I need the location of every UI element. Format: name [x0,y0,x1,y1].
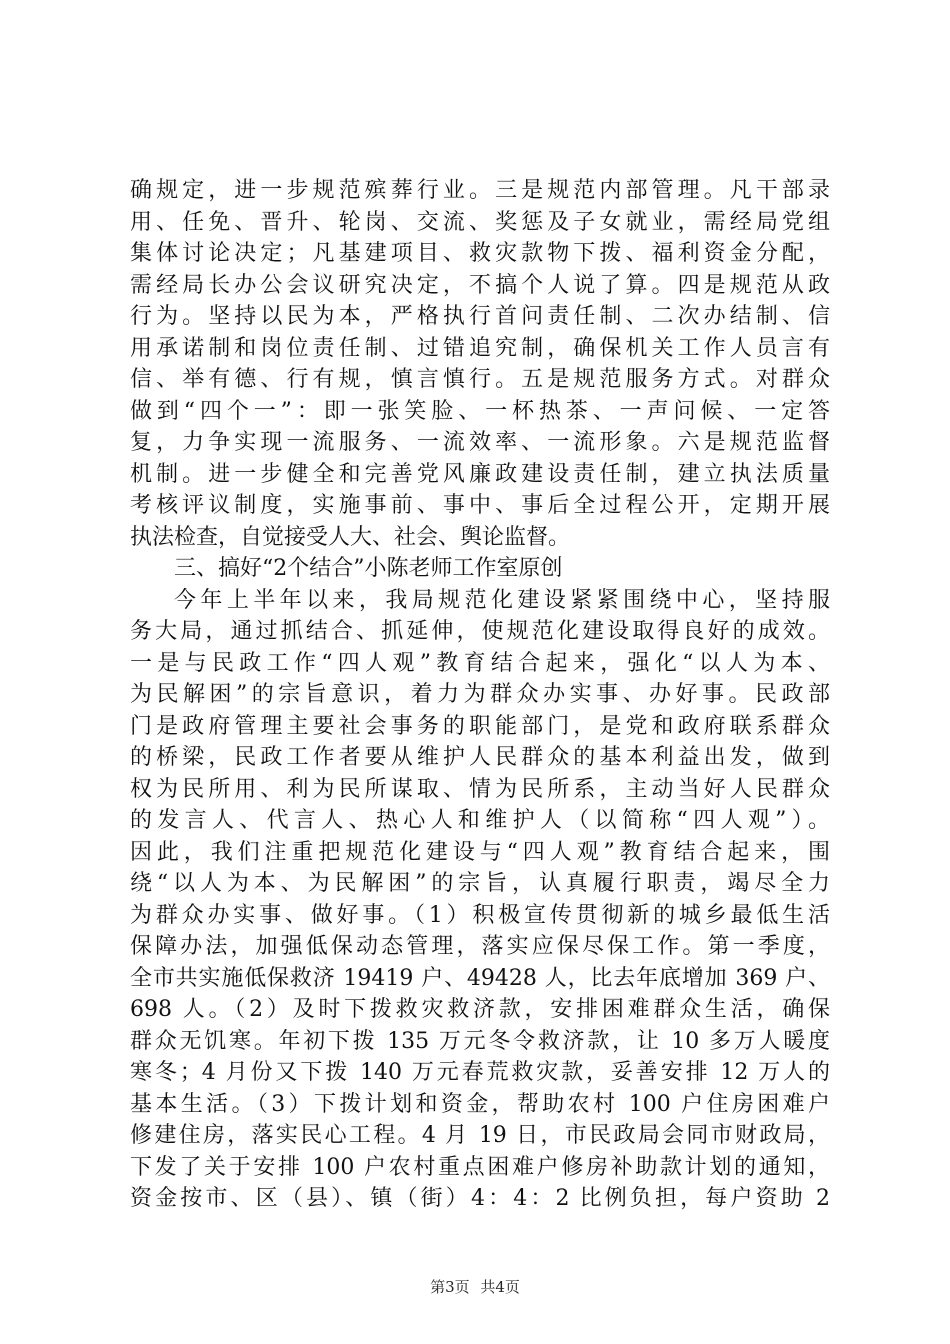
text-line: 确规定，进一步规范殡葬行业。三是规范内部管理。凡干部录 [130,178,830,203]
paragraph-2 [130,585,830,1215]
text-line: 用承诺制和岗位责任制、过错追究制，确保机关工作人员言有 [130,335,830,361]
text-line: 698 人。（2）及时下拨救灾救济款，安排困难群众生活，确保 [130,997,830,1022]
text-line: 行为。坚持以民为本，严格执行首问责任制、二次办结制、信 [130,304,830,329]
text-line: 务大局，通过抓结合、抓延伸，使规范化建设取得良好的成效。 [130,619,830,644]
text-line: 机制。进一步健全和完善党风廉政建设责任制，建立执法质量 [130,461,830,487]
text-line: 群众无饥寒。年初下拨 135 万元冬令救济款，让 10 多万人暖度 [130,1028,830,1054]
text-line: 修建住房，落实民心工程。4 月 19 日，市民政局会同市财政局， [130,1123,830,1148]
text-line: 基本生活。（3）下拨计划和资金，帮助农村 100 户住房困难户 [130,1091,830,1117]
text-line: 为群众办实事、做好事。（1）积极宣传贯彻新的城乡最低生活 [130,902,830,928]
text-line: 下发了关于安排 100 户农村重点困难户修房补助款计划的通知， [130,1154,830,1180]
text-line: 需经局长办公会议研究决定，不搞个人说了算。四是规范从政 [130,272,830,298]
document-body [130,175,830,1215]
page-footer [0,1276,950,1297]
text-line: 门是政府管理主要社会事务的职能部门，是党和政府联系群众 [130,713,830,739]
text-line: 全市共实施低保救济 19419 户、49428 人，比去年底增加 369 户、 [130,965,830,991]
text-line: 绕“以人为本、为民解困”的宗旨，认真履行职责，竭尽全力 [130,871,830,896]
text-line: 考核评议制度，实施事前、事中、事后全过程公开，定期开展 [130,493,830,518]
text-line: 复，力争实现一流服务、一流效率、一流形象。六是规范监督 [130,430,830,455]
text-line: 今年上半年以来，我局规范化建设紧紧围绕中心，坚持服 [174,587,830,613]
text-line: 信、举有德、行有规，慎言慎行。五是规范服务方式。对群众 [130,367,830,392]
text-line: 的发言人、代言人、热心人和维护人（以简称“四人观”）。 [130,808,830,833]
text-line: 集体讨论决定；凡基建项目、救灾款物下拨、福利资金分配， [130,241,830,266]
text-line: 保障办法，加强低保动态管理，落实应保尽保工作。第一季度， [130,934,830,959]
text-line: 执法检查，自觉接受人大、社会、舆论监督。 [130,524,571,550]
paragraph-1 [130,175,830,553]
text-line: 的桥梁，民政工作者要从维护人民群众的基本利益出发，做到 [130,745,830,770]
page-number: 第3页 [430,1278,470,1296]
text-line: 资金按市、区（县）、镇（街）4：4：2 比例负担，每户资助 2 [130,1186,830,1211]
text-line: 为民解困”的宗旨意识，着力为群众办实事、办好事。民政部 [130,682,830,707]
text-line: 做到“四个一”：即一张笑脸、一杯热茶、一声问候、一定答 [130,398,830,424]
text-line: 用、任免、晋升、轮岗、交流、奖惩及子女就业，需经局党组 [130,209,830,235]
text-line: 权为民所用、利为民所谋取、情为民所系，主动当好人民群众 [130,776,830,802]
text-line: 一是与民政工作“四人观”教育结合起来，强化“以人为本、 [130,650,830,676]
text-line: 寒冬；4 月份又下拨 140 万元春荒救灾款，妥善安排 12 万人的 [130,1060,830,1085]
text-line: 因此，我们注重把规范化建设与“四人观”教育结合起来，围 [130,839,830,865]
section-heading: 三、搞好“2个结合”小陈老师工作室原创 [174,556,563,581]
page-total: 共4页 [480,1278,520,1296]
